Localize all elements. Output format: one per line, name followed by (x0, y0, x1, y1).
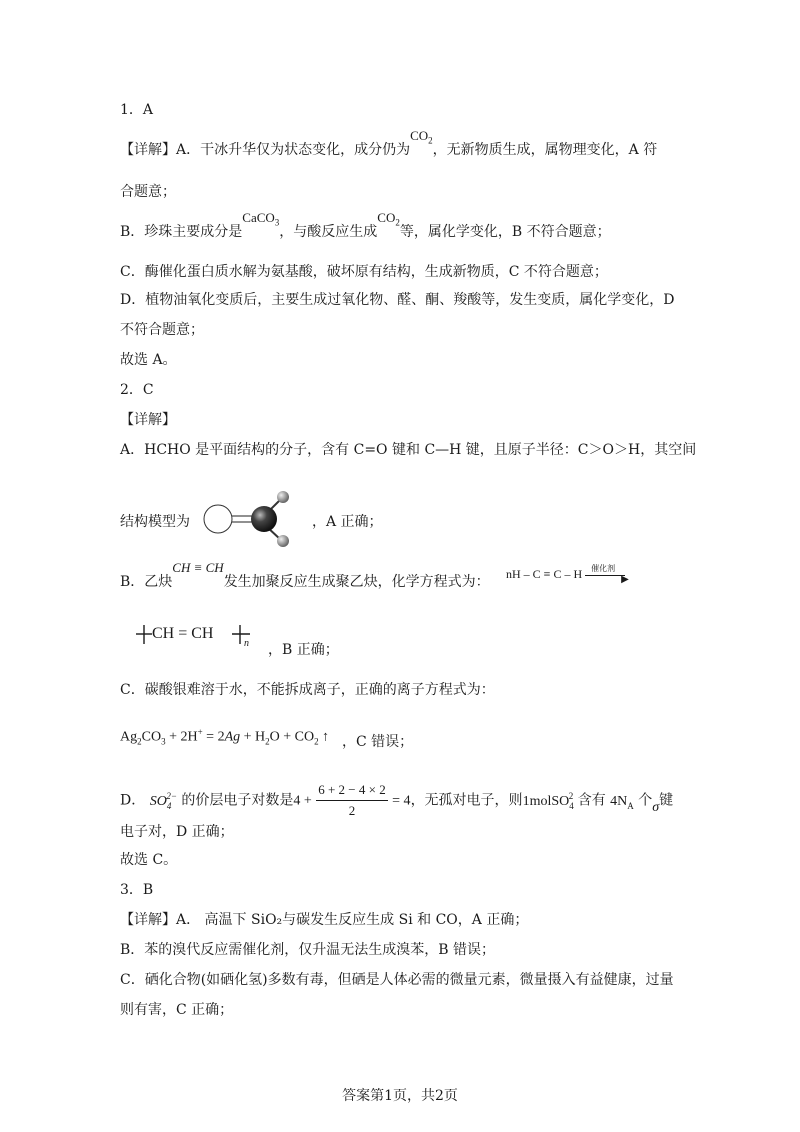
q1-answer: 1．A (120, 102, 154, 118)
caco3-formula: CaCO$_3$ (242, 210, 280, 228)
q2-c-equation: $Ag_2CO_3 + 2H^+ = 2Ag + H_2O + CO_2$ ↑ (120, 727, 330, 747)
sulfate-formula: $SO_4^{2-}$ (149, 790, 177, 811)
q2-conclusion: 故选 C。 (120, 852, 178, 868)
q2-a: A．HCHO 是平面结构的分子，含有 C=O 键和 C—H 键，且原子半径：C＞O＞H，其空间 (120, 442, 697, 458)
q2-b-reaction (506, 564, 629, 584)
acetylene-formula: CH ≡ CH (172, 560, 224, 575)
page-footer: 答案第1页，共2页 (342, 1088, 458, 1104)
catalyst-label: 催化剂 (591, 564, 616, 574)
q1-c: C．酶催化蛋白质水解为氨基酸，破坏原有结构，生成新物质，C 不符合题意； (120, 264, 608, 280)
q1-detail-a (120, 128, 658, 165)
hydrogen-atom-top (277, 491, 289, 503)
q2-d-contains: 含有 (577, 792, 606, 809)
carbon-atom (251, 506, 277, 532)
co2-formula: $CO_2$ (410, 128, 433, 146)
q1-detail-a-text: 【详解】A．干冰升华仅为状态变化，成分仍为 (120, 142, 411, 158)
electron-pair-fraction: $\frac{6 + 2 - 4 \times 2}{2}$ (318, 782, 386, 818)
reactant: nH – C ≡ C – H (506, 567, 583, 581)
q2-b-text: B．乙炔 (120, 574, 173, 590)
q1-b-tail: 等，属化学变化，B 不符合题意； (399, 224, 611, 240)
co2-formula-b: $CO_2$ (377, 210, 400, 228)
q1-d-cont: 不符合题意； (120, 322, 204, 338)
q3-a: 【详解】A． 高温下 SiO₂与碳发生反应生成 Si 和 CO，A 正确； (120, 912, 529, 928)
q1-b (120, 210, 611, 247)
q2-b (120, 560, 490, 592)
q3-c-cont: 则有害，C 正确； (120, 1002, 234, 1018)
q2-b-mid: 发生加聚反应生成聚乙炔，化学方程式为： (223, 574, 490, 590)
q2-a-model-text: 结构模型为 (120, 514, 190, 530)
q2-d-text: 的价层电子对数是 (181, 792, 294, 809)
four-plus: 4 + (293, 793, 312, 809)
avogadro-4na: $4N_A$ (610, 793, 634, 811)
up-arrow-icon: ↑ (318, 729, 330, 745)
q1-detail-a-tail: ，无新物质生成，属物理变化，A 符 (432, 142, 658, 158)
hcho-ball-and-stick-model (198, 488, 298, 548)
q3-answer: 3．B (120, 882, 154, 898)
q2-c: C．碳酸银难溶于水，不能拆成离子，正确的离子方程式为： (120, 682, 495, 698)
oxygen-atom (204, 505, 232, 533)
polyacetylene-formula: CH = CH (152, 625, 214, 642)
q2-d-count: 个 (638, 792, 653, 809)
q3-b: B．苯的溴代反应需催化剂，仅升温无法生成溴苯，B 错误； (120, 942, 496, 958)
q2-c-post: ，C 错误； (342, 734, 414, 750)
q2-a-post: ，A 正确； (312, 514, 383, 530)
catalyst-arrow: 催化剂 ▶ (585, 569, 629, 581)
q1-b-text: B．珍珠主要成分是 (120, 224, 243, 240)
q2-a-model-line (120, 512, 190, 532)
q2-d (120, 780, 673, 821)
q1-d: D．植物油氧化变质后，主要生成过氧化物、醛、酮、羧酸等，发生变质，属化学变化，D (120, 292, 675, 308)
q2-d-bond: 键 (659, 792, 674, 809)
q2-d-mid: ，无孤对电子，则 (410, 792, 523, 809)
q2-b-post: ，B 正确； (268, 642, 339, 658)
q2-answer: 2．C (120, 382, 154, 398)
equals-four: = 4 (392, 793, 411, 809)
q1-detail-a-cont: 合题意； (120, 184, 176, 200)
q1-b-mid: ，与酸反应生成 (279, 224, 378, 240)
hydrogen-atom-bottom (277, 535, 289, 547)
q2-d-cont: 电子对，D 正确； (120, 824, 234, 840)
q3-c: C．硒化合物(如硒化氢)多数有毒，但硒是人体必需的微量元素，微量摄入有益健康，过量 (120, 972, 674, 988)
mol-sulfate: 1molSO$_4^2$ (522, 790, 574, 811)
sigma-symbol: σ (652, 799, 660, 815)
polymer-n: n (244, 638, 249, 649)
q2-detail-label: 【详解】 (120, 412, 176, 428)
q2-d-label: D． (120, 792, 146, 809)
q1-conclusion: 故选 A。 (120, 352, 177, 368)
